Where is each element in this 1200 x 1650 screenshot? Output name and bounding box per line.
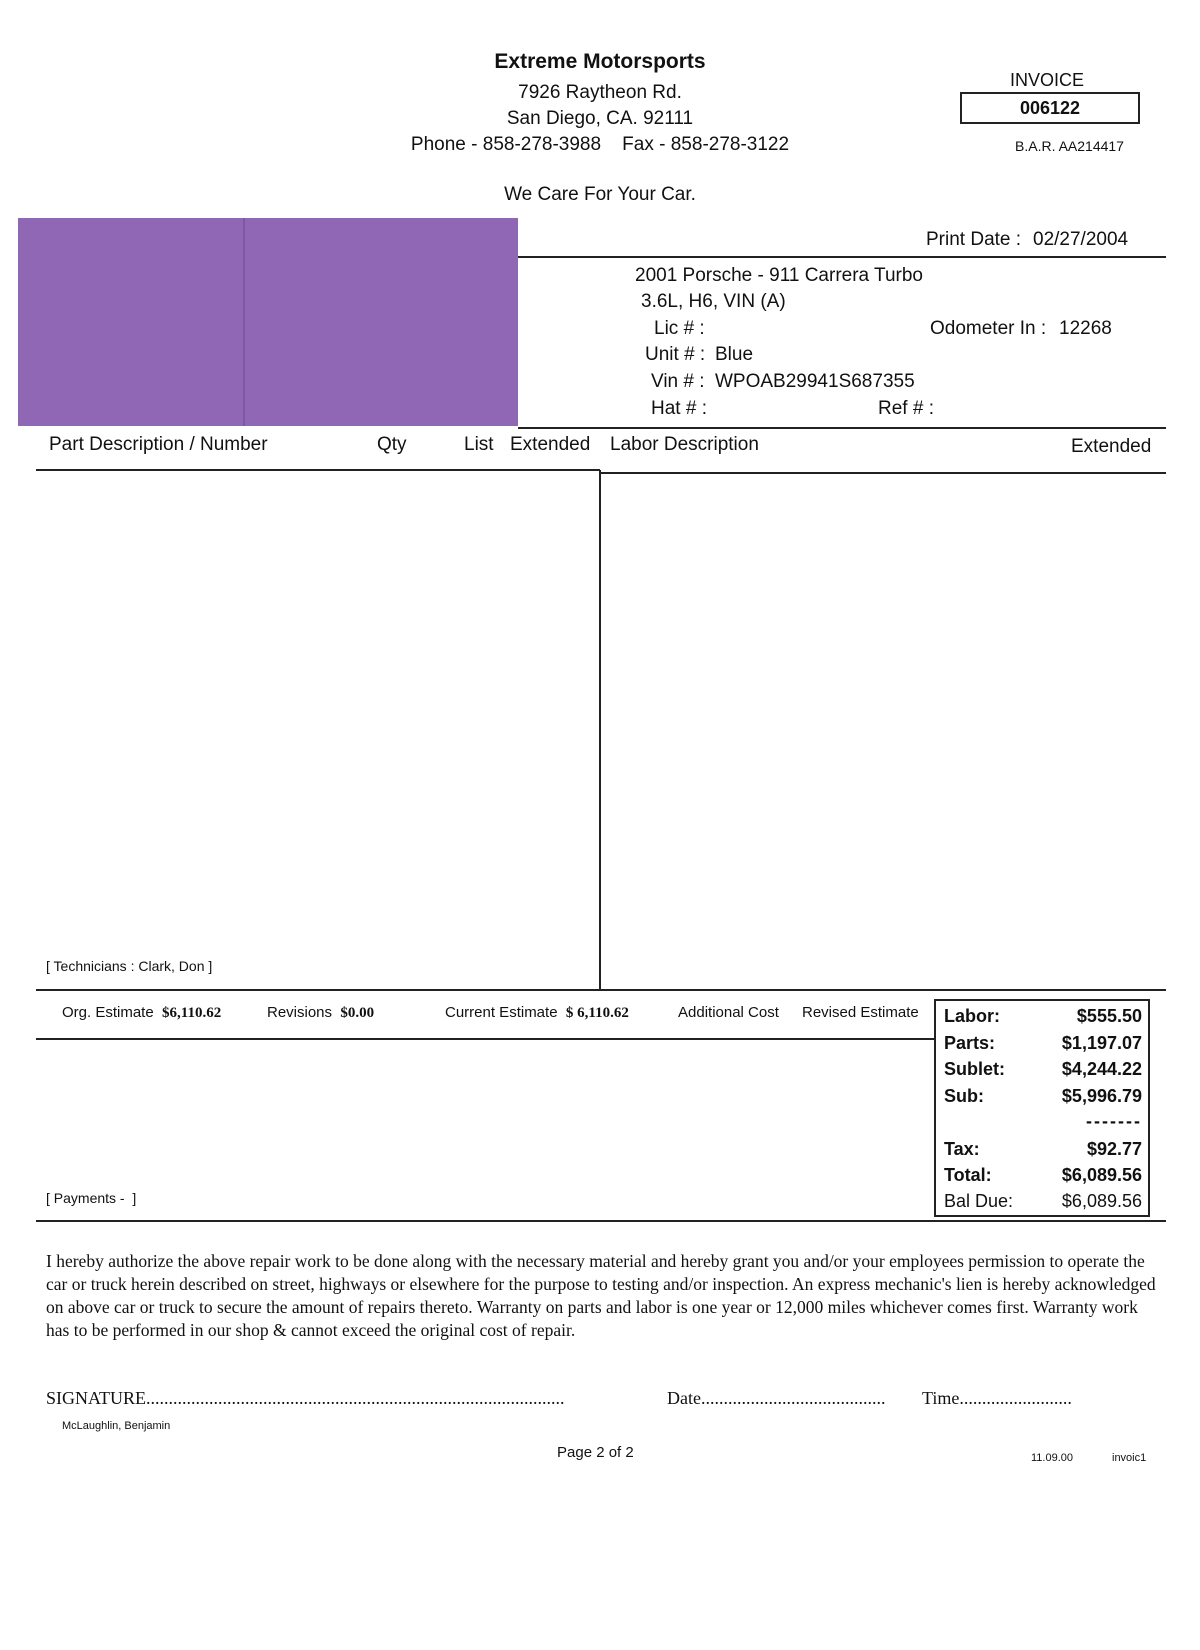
ref-label: Ref # :: [878, 398, 934, 419]
grand-total: $6,089.56: [1061, 1165, 1142, 1185]
totals-bottom-rule: [36, 1220, 1166, 1222]
totals-box: [934, 999, 1150, 1217]
current-estimate: [445, 1004, 629, 1022]
totals-divider: -------: [1086, 1111, 1142, 1131]
revisions-value: $0.00: [340, 1005, 375, 1021]
redacted-customer-info: [18, 218, 518, 426]
vin-value: WPOAB29941S687355: [715, 371, 915, 392]
parts-label: Parts:: [944, 1033, 996, 1053]
sub-label: Sub:: [944, 1086, 984, 1106]
bar-number: B.A.R. AA214417: [1015, 138, 1124, 154]
page-number: Page 2 of 2: [557, 1444, 634, 1461]
shop-address-line2: San Diego, CA. 92111: [506, 108, 694, 129]
labor-total: $555.50: [1076, 1006, 1142, 1026]
parts-labor-separator: [599, 470, 601, 990]
bal-due-total: $6,089.56: [1061, 1191, 1142, 1211]
odometer-value: 12268: [1059, 318, 1112, 339]
col-labor-description: Labor Description: [610, 434, 759, 455]
revisions-label: Revisions: [267, 1004, 333, 1021]
parts-header-rule: [36, 469, 600, 471]
labor-label: Labor:: [944, 1006, 1000, 1026]
print-date-label: Print Date :: [926, 229, 1022, 250]
form-name: invoic1: [1112, 1452, 1147, 1464]
payments: [ Payments - ]: [46, 1190, 137, 1206]
authorization-text: I hereby authorize the above repair work to be done along with the necessary material and hereby grant you and/or your employees permission to operate the car or truck herein described on street, highways or elsewhere for the purpose to testing and/or inspection. An express mechanic's lien is hereby acknowledged on above car or truck to secure the amount of repairs thereto. Warranty on parts and labor is one year or 12,000 miles whichever comes first. Warranty work has to be performed in our shop & cannot exceed the original cost of repair.: [46, 1251, 1156, 1340]
time-line: Time.........................: [922, 1388, 1072, 1408]
redaction-fold: [243, 218, 245, 426]
date-line: Date.........................................: [667, 1388, 886, 1408]
shop-address-line1: 7926 Raytheon Rd.: [518, 82, 682, 103]
org-estimate-value: $6,110.62: [162, 1005, 222, 1021]
shop-tagline: We Care For Your Car.: [504, 184, 696, 205]
current-estimate-label: Current Estimate: [445, 1004, 558, 1021]
technicians: [ Technicians : Clark, Don ]: [46, 958, 213, 974]
invoice-number: 006122: [960, 92, 1140, 124]
vin-label: Vin # :: [651, 371, 705, 392]
revisions: [267, 1004, 374, 1022]
sub-total: $5,996.79: [1061, 1086, 1142, 1106]
hat-label: Hat # :: [651, 398, 707, 419]
labor-header-rule: [600, 472, 1166, 474]
line-items-bottom-rule: [36, 989, 1166, 991]
parts-total: $1,197.07: [1061, 1033, 1142, 1053]
vehicle-engine: 3.6L, H6, VIN (A): [641, 291, 786, 312]
customer-name: McLaughlin, Benjamin: [62, 1420, 171, 1432]
print-date-value: 02/27/2004: [1033, 229, 1129, 250]
revised-estimate-label: Revised Estimate: [802, 1004, 919, 1021]
sublet-total: $4,244.22: [1061, 1059, 1142, 1079]
divider: [518, 256, 1166, 258]
lic-label: Lic # :: [654, 318, 705, 339]
col-qty: Qty: [377, 434, 407, 455]
org-estimate: [62, 1004, 221, 1022]
col-extended-parts: Extended: [510, 434, 591, 455]
col-part-description: Part Description / Number: [49, 434, 268, 455]
unit-value: Blue: [715, 344, 754, 365]
shop-phone-fax: Phone - 858-278-3988 Fax - 858-278-3122: [410, 134, 790, 155]
org-estimate-label: Org. Estimate: [62, 1004, 154, 1021]
total-label: Total:: [944, 1165, 992, 1185]
odometer-label: Odometer In :: [930, 318, 1047, 339]
current-estimate-value: $ 6,110.62: [565, 1005, 629, 1021]
vehicle-description: 2001 Porsche - 911 Carrera Turbo: [635, 265, 923, 286]
unit-label: Unit # :: [645, 344, 706, 365]
signature-line: SIGNATURE.............................................................................................: [46, 1388, 565, 1408]
divider: [518, 427, 1166, 429]
estimate-rule: [36, 1038, 934, 1040]
tax-total: $92.77: [1086, 1139, 1142, 1159]
additional-cost-label: Additional Cost: [678, 1004, 779, 1021]
shop-name: Extreme Motorsports: [494, 50, 706, 73]
tax-label: Tax:: [944, 1139, 980, 1159]
col-list: List: [464, 434, 494, 455]
col-extended-labor: Extended: [1071, 436, 1152, 457]
invoice-label: INVOICE: [1010, 70, 1085, 90]
sublet-label: Sublet:: [944, 1059, 1005, 1079]
form-date: 11.09.00: [1031, 1452, 1074, 1464]
bal-due-label: Bal Due:: [944, 1191, 1014, 1211]
